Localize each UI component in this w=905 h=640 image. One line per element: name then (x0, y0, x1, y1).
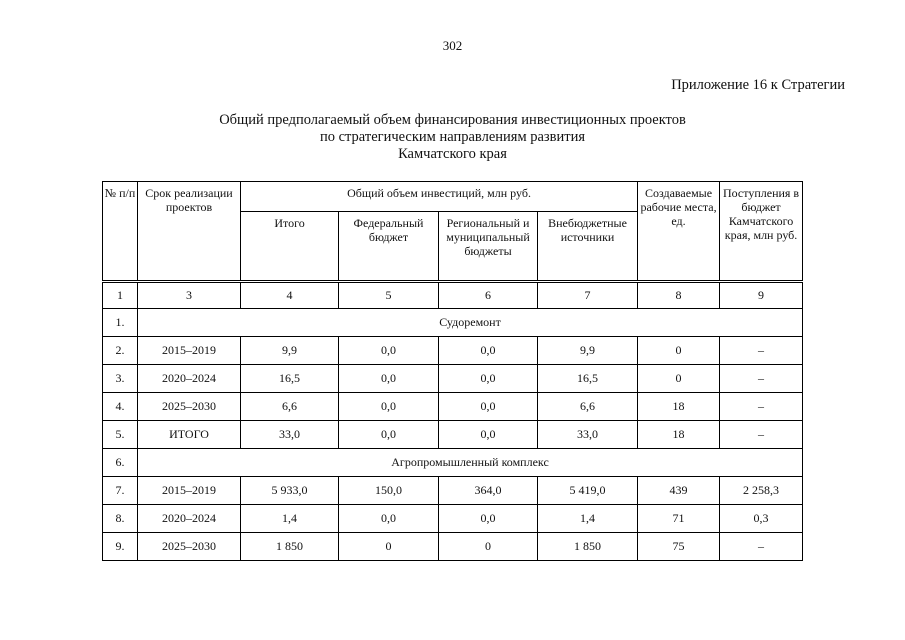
row-regional: 0,0 (439, 393, 538, 421)
section-label: Агропромышленный комплекс (138, 449, 803, 477)
row-num: 2. (103, 337, 138, 365)
row-jobs: 71 (638, 505, 720, 533)
header-regional: Региональный и муниципальный бюджеты (439, 212, 538, 282)
row-total: 33,0 (241, 421, 339, 449)
header-period: Срок реализации проектов (138, 182, 241, 282)
row-revenue: 0,3 (720, 505, 803, 533)
row-total: 6,6 (241, 393, 339, 421)
row-federal: 0,0 (339, 505, 439, 533)
row-jobs: 75 (638, 533, 720, 561)
row-extra: 5 419,0 (538, 477, 638, 505)
table-row (103, 477, 803, 505)
header-revenue: Поступления в бюджет Камчатского края, млн руб. (720, 182, 803, 282)
table-row (103, 393, 803, 421)
row-num: 4. (103, 393, 138, 421)
column-number: 1 (103, 282, 138, 309)
row-period: 2020–2024 (138, 365, 241, 393)
row-total: 1,4 (241, 505, 339, 533)
section-label: Судоремонт (138, 309, 803, 337)
section-row (103, 449, 803, 477)
row-num: 1. (103, 309, 138, 337)
row-jobs: 0 (638, 365, 720, 393)
row-regional: 0,0 (439, 421, 538, 449)
table-row (103, 505, 803, 533)
title-line-3: Камчатского края (398, 146, 507, 162)
row-revenue: – (720, 337, 803, 365)
row-federal: 0,0 (339, 365, 439, 393)
row-period: 2025–2030 (138, 533, 241, 561)
row-num: 5. (103, 421, 138, 449)
financing-table (102, 181, 803, 561)
row-total: 5 933,0 (241, 477, 339, 505)
row-federal: 150,0 (339, 477, 439, 505)
row-federal: 0,0 (339, 337, 439, 365)
row-period: 2020–2024 (138, 505, 241, 533)
column-number: 4 (241, 282, 339, 309)
column-number: 5 (339, 282, 439, 309)
column-number: 8 (638, 282, 720, 309)
row-num: 7. (103, 477, 138, 505)
header-total: Итого (241, 212, 339, 282)
table-row (103, 337, 803, 365)
row-jobs: 439 (638, 477, 720, 505)
row-revenue: – (720, 533, 803, 561)
table-row (103, 533, 803, 561)
table-row (103, 421, 803, 449)
row-extra: 6,6 (538, 393, 638, 421)
table-row (103, 365, 803, 393)
row-extra: 1 850 (538, 533, 638, 561)
row-extra: 9,9 (538, 337, 638, 365)
title-line-1: Общий предполагаемый объем финансирования инвестиционных проектов (219, 112, 686, 128)
header-federal: Федеральный бюджет (339, 212, 439, 282)
row-total: 16,5 (241, 365, 339, 393)
row-revenue: 2 258,3 (720, 477, 803, 505)
page-number: 302 (442, 38, 463, 53)
column-number: 6 (439, 282, 538, 309)
row-total: 9,9 (241, 337, 339, 365)
row-regional: 0,0 (439, 365, 538, 393)
row-period: 2015–2019 (138, 337, 241, 365)
document-title (0, 112, 905, 163)
row-period: 2025–2030 (138, 393, 241, 421)
column-number: 7 (538, 282, 638, 309)
section-row (103, 309, 803, 337)
row-regional: 0,0 (439, 337, 538, 365)
row-jobs: 0 (638, 337, 720, 365)
row-num: 6. (103, 449, 138, 477)
row-num: 8. (103, 505, 138, 533)
row-extra: 1,4 (538, 505, 638, 533)
row-jobs: 18 (638, 393, 720, 421)
row-federal: 0,0 (339, 421, 439, 449)
row-regional: 0 (439, 533, 538, 561)
row-regional: 0,0 (439, 505, 538, 533)
row-period: 2015–2019 (138, 477, 241, 505)
row-revenue: – (720, 365, 803, 393)
column-number-row (103, 282, 803, 309)
row-extra: 16,5 (538, 365, 638, 393)
header-investments: Общий объем инвестиций, млн руб. (241, 182, 638, 212)
column-number: 9 (720, 282, 803, 309)
row-num: 3. (103, 365, 138, 393)
row-total: 1 850 (241, 533, 339, 561)
title-line-2: по стратегическим направлениям развития (319, 129, 586, 145)
row-period: ИТОГО (138, 421, 241, 449)
row-federal: 0 (339, 533, 439, 561)
row-revenue: – (720, 393, 803, 421)
header-jobs: Создаваемые рабочие места, ед. (638, 182, 720, 282)
column-number: 3 (138, 282, 241, 309)
appendix-label: Приложение 16 к Стратегии (671, 77, 845, 93)
row-num: 9. (103, 533, 138, 561)
header-extra: Внебюджетные источники (538, 212, 638, 282)
row-revenue: – (720, 421, 803, 449)
row-federal: 0,0 (339, 393, 439, 421)
header-num: № п/п (103, 182, 138, 282)
row-regional: 364,0 (439, 477, 538, 505)
row-extra: 33,0 (538, 421, 638, 449)
row-jobs: 18 (638, 421, 720, 449)
